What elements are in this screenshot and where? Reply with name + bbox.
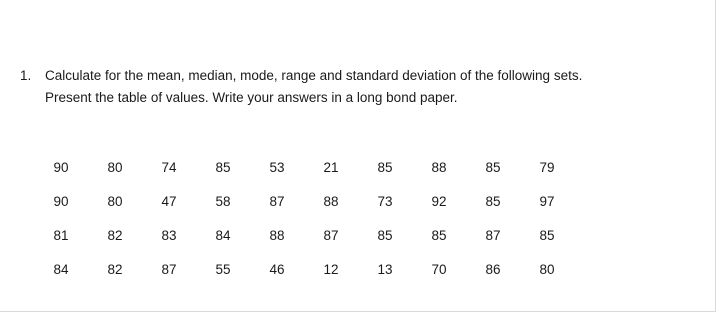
- table-cell: 82: [107, 261, 123, 277]
- table-cell: 82: [107, 227, 123, 243]
- table-cell: 97: [539, 193, 555, 209]
- table-cell: 79: [539, 159, 555, 175]
- table-cell: 88: [269, 227, 285, 243]
- table-cell: 81: [53, 227, 69, 243]
- table-cell: 53: [269, 159, 285, 175]
- table-cell: 85: [431, 227, 447, 243]
- question-number: 1.: [20, 68, 32, 83]
- table-row: [34, 184, 574, 218]
- table-row: [34, 218, 574, 252]
- table-cell: 74: [161, 159, 177, 175]
- table-cell: 58: [215, 193, 231, 209]
- table-cell: 88: [431, 159, 447, 175]
- table-cell: 85: [485, 159, 501, 175]
- table-cell: 87: [323, 227, 339, 243]
- table-row: [34, 150, 574, 184]
- table-cell: 88: [323, 193, 339, 209]
- question-line: Present the table of values. Write your answers in a long bond paper.: [45, 90, 458, 105]
- table-cell: 85: [539, 227, 555, 243]
- table-cell: 85: [377, 227, 393, 243]
- table-cell: 83: [161, 227, 177, 243]
- table-cell: 80: [539, 261, 555, 277]
- table-cell: 87: [485, 227, 501, 243]
- table-cell: 13: [377, 261, 393, 277]
- table-cell: 87: [161, 261, 177, 277]
- table-cell: 85: [485, 193, 501, 209]
- table-cell: 46: [269, 261, 285, 277]
- table-cell: 70: [431, 261, 447, 277]
- table-cell: 12: [323, 261, 339, 277]
- table-cell: 85: [377, 159, 393, 175]
- table-cell: 85: [215, 159, 231, 175]
- question-line: Calculate for the mean, median, mode, range and standard deviation of the following sets.: [45, 68, 583, 83]
- table-cell: 73: [377, 193, 393, 209]
- table-cell: 92: [431, 193, 447, 209]
- table-cell: 80: [107, 193, 123, 209]
- table-cell: 80: [107, 159, 123, 175]
- table-cell: 87: [269, 193, 285, 209]
- data-table: [34, 150, 574, 286]
- table-cell: 84: [53, 261, 69, 277]
- table-cell: 21: [323, 159, 339, 175]
- table-cell: 55: [215, 261, 231, 277]
- table-cell: 84: [215, 227, 231, 243]
- table-cell: 90: [53, 193, 69, 209]
- table-cell: 47: [161, 193, 177, 209]
- table-cell: 86: [485, 261, 501, 277]
- table-cell: 90: [53, 159, 69, 175]
- question-text: [45, 65, 700, 109]
- table-row: [34, 252, 574, 286]
